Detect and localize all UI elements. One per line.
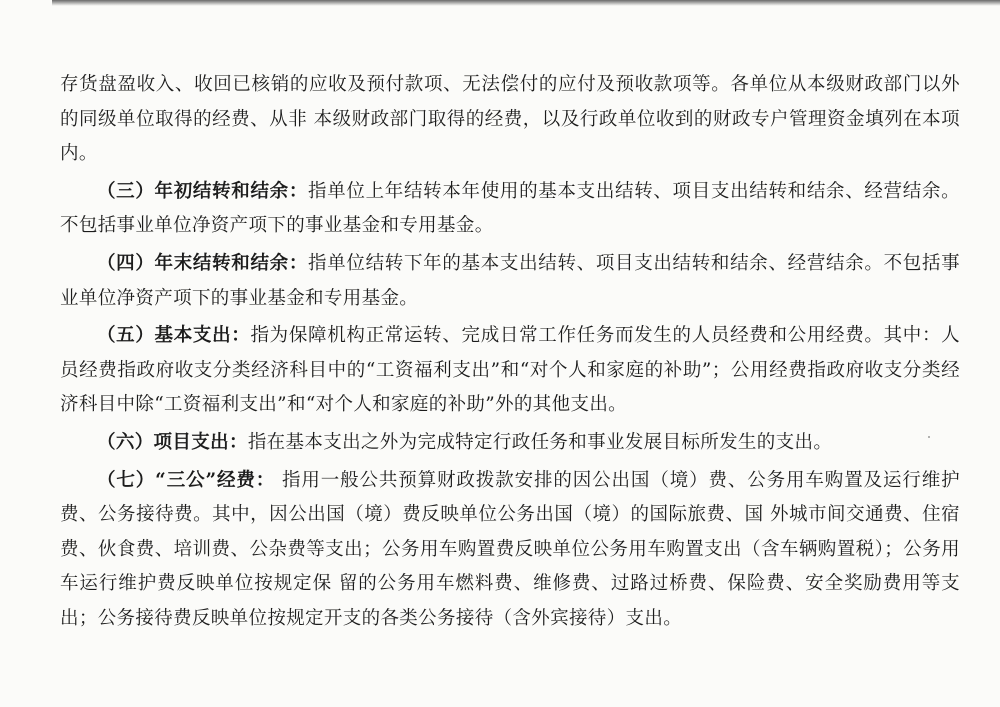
scan-speck <box>928 436 930 438</box>
paragraph-item-7 <box>60 464 960 637</box>
scan-top-edge <box>0 0 1000 6</box>
item-heading: （五）基本支出： <box>97 325 251 347</box>
document-page <box>60 68 960 640</box>
item-heading: （三）年初结转和结余： <box>97 180 309 202</box>
paragraph-item-4 <box>60 247 960 316</box>
paragraph-text: 存货盘盈收入、收回已核销的应收及预付款项、无法偿付的应付及预收款项等。各单位从本级财政部门以外的同级单位取得的经费、从非 本级财政部门取得的经费，以及行政单位收到的财政专户管理资金填列在本项内。 <box>60 74 960 165</box>
item-heading: （四）年末结转和结余： <box>97 252 309 274</box>
paragraph-item-3 <box>60 175 960 244</box>
scan-edge-gap <box>0 0 52 6</box>
paragraph-text: 指为保障机构正常运转、完成日常工作任务而发生的人员经费和公用经费。其中：人员经费指政府收支分类经济科目中的“工资福利支出”和“对个人和家庭的补助”；公用经费指政府收支分类经济科目中除“工资福利支出”和“对个人和家庭的补助”外的其他支出。 <box>60 325 960 416</box>
paragraph-text: 指在基本支出之外为完成特定行政任务和事业发展目标所发生的支出。 <box>247 431 833 453</box>
item-heading: （六）项目支出： <box>97 431 248 453</box>
item-heading: （七）“三公”经费： <box>97 469 276 491</box>
paragraph-item-5 <box>60 319 960 423</box>
paragraph-item-6 <box>60 426 960 461</box>
paragraph-continued <box>60 68 960 172</box>
paragraph-text: 指单位上年结转本年使用的基本支出结转、项目支出结转和结余、经营结余。不包括事业单位净资产项下的事业基金和专用基金。 <box>60 180 961 237</box>
paragraph-text: 指单位结转下年的基本支出结转、项目支出结转和结余、经营结余。不包括事业单位净资产项下的事业基金和专用基金。 <box>60 252 961 309</box>
paragraph-text: 指用一般公共预算财政拨款安排的因公出国（境）费、公务用车购置及运行维护费、公务接待费。其中，因公出国（境）费反映单位公务出国（境）的国际旅费、国 外城市间交通费、住宿费、伙食费、培训费、公杂费等支出；公务用车购置费反映单位公务用车购置支出（含车辆购置税）；公务用车运行维护费反映单位按规定保 留的公务用车燃料费、维修费、过路过桥费、保险费、安全奖励费用等支出；公务接待费反映单位按规定开支的各类公务接待（含外宾接待）支出。 <box>60 469 960 629</box>
